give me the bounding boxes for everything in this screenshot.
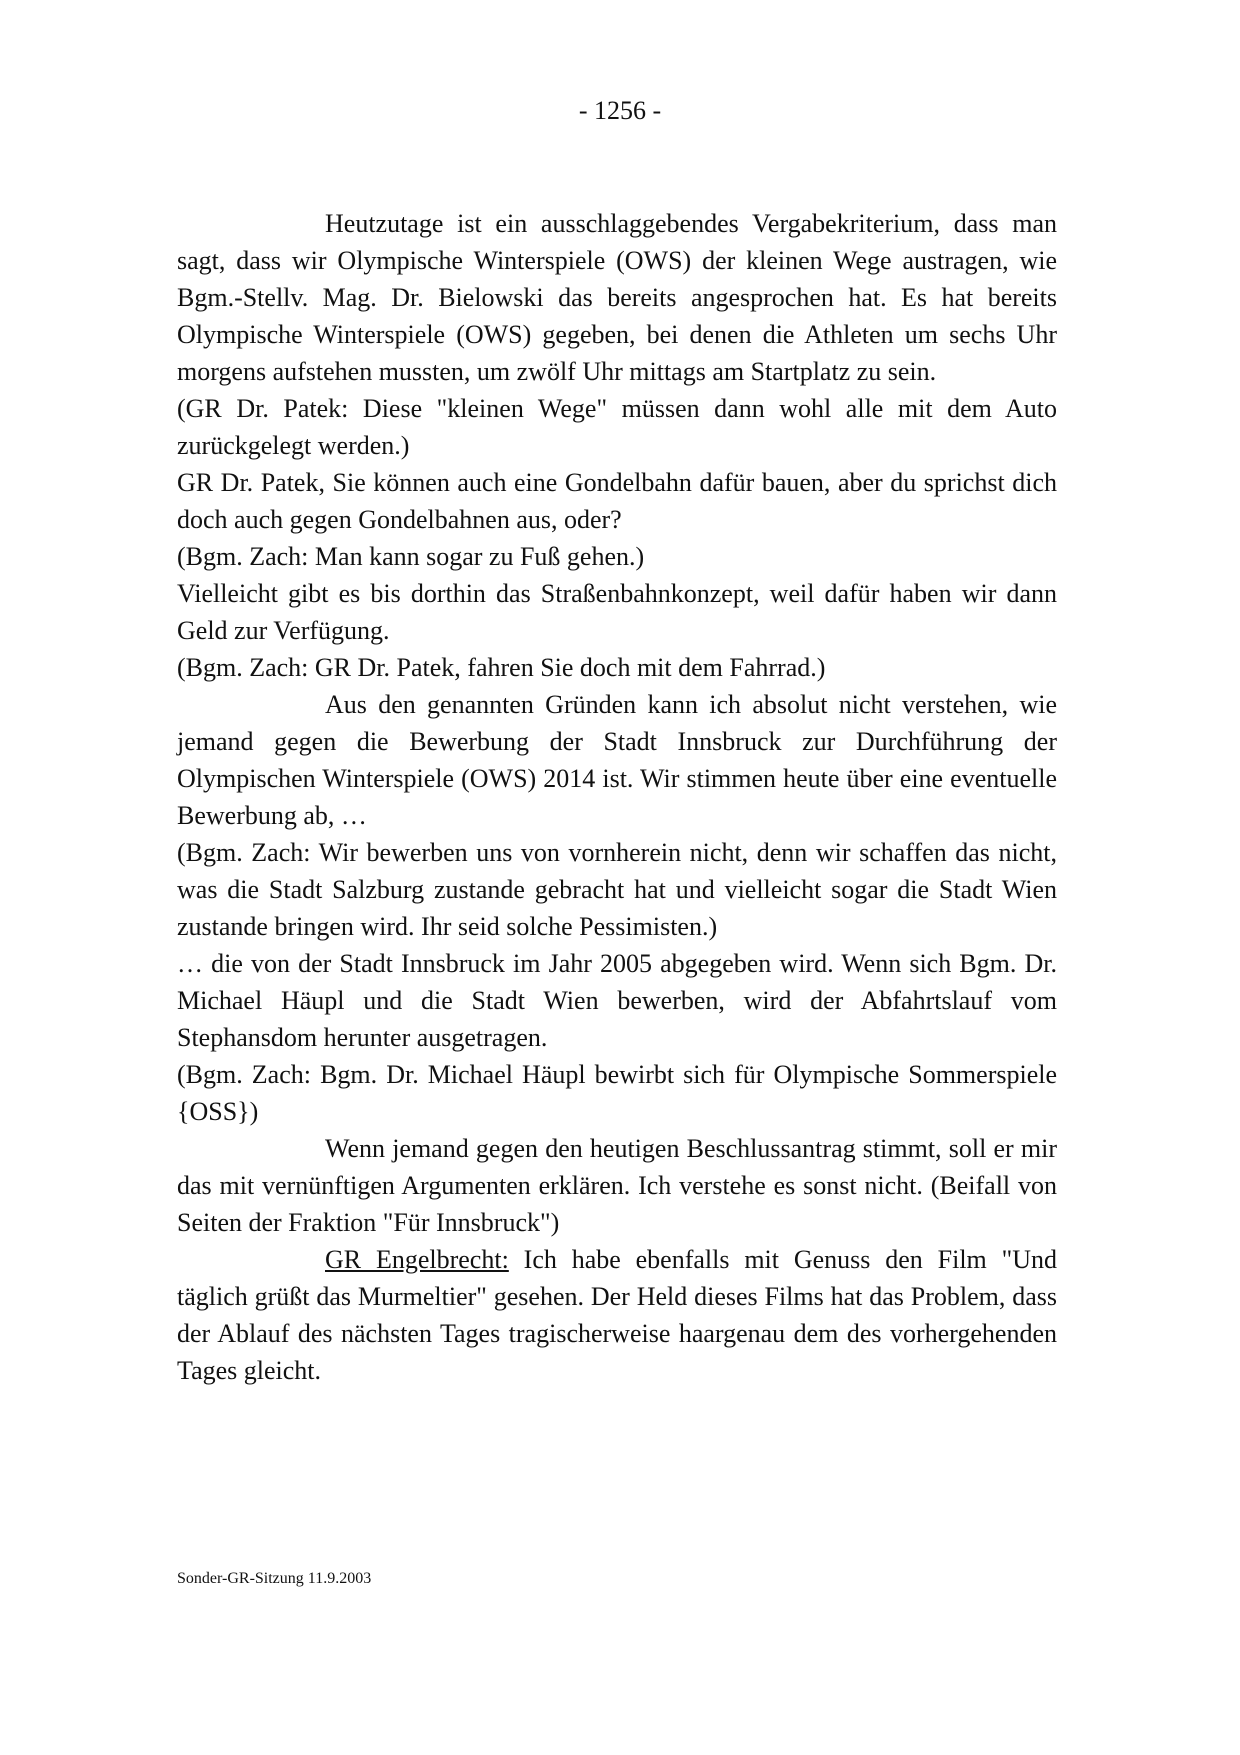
- paragraph: Heutzutage ist ein ausschlaggebendes Vergabekriterium, dass man sagt, dass wir Olympische Winterspiele (OWS) der kleinen Wege austragen, wie Bgm.-Stellv. Mag. Dr. Bielowski das bereits angesprochen hat. Es hat bereits Olympische Winterspiele (OWS) gegeben, bei denen die Athleten um sechs Uhr morgens aufstehen mussten, um zwölf Uhr mittags am Startplatz zu sein.: [177, 209, 1057, 386]
- interjection: (GR Dr. Patek: Diese "kleinen Wege" müssen dann wohl alle mit dem Auto zurückgelegt werden.): [177, 394, 1057, 460]
- paragraph: Aus den genannten Gründen kann ich absolut nicht verstehen, wie jemand gegen die Bewerbung der Stadt Innsbruck zur Durchführung der Olympischen Winterspiele (OWS) 2014 ist. Wir stimmen heute über eine eventuelle Bewerbung ab, …: [177, 690, 1057, 830]
- document-body: [177, 205, 1057, 1389]
- paragraph: Wenn jemand gegen den heutigen Beschlussantrag stimmt, soll er mir das mit vernünftigen Argumenten erklären. Ich verstehe es sonst nicht. (Beifall von Seiten der Fraktion "Für Innsbruck"): [177, 1134, 1057, 1237]
- speaker-paragraph: [177, 1241, 1057, 1389]
- speaker-name: GR Engelbrecht:: [325, 1245, 509, 1274]
- page-number: - 1256 -: [578, 96, 662, 125]
- paragraph: … die von der Stadt Innsbruck im Jahr 2005 abgegeben wird. Wenn sich Bgm. Dr. Michael Häupl und die Stadt Wien bewerben, wird der Abfahrtslauf vom Stephansdom herunter ausgetragen.: [177, 949, 1057, 1052]
- footer: Sonder-GR-Sitzung 11.9.2003: [177, 1570, 372, 1587]
- interjection: (Bgm. Zach: GR Dr. Patek, fahren Sie doch mit dem Fahrrad.): [177, 653, 826, 682]
- speaker-statement: Ich habe ebenfalls mit Genuss den Film "Und täglich grüßt das Murmeltier" gesehen. Der Held dieses Films hat das Problem, dass der Ablauf des nächsten Tages tragischerweise haargenau dem des vorhergehenden Tages gleicht.: [177, 1245, 1058, 1385]
- interjection: (Bgm. Zach: Bgm. Dr. Michael Häupl bewirbt sich für Olympische Sommerspiele {OSS}): [177, 1060, 1057, 1126]
- interjection: (Bgm. Zach: Man kann sogar zu Fuß gehen.): [177, 542, 645, 571]
- interjection: (Bgm. Zach: Wir bewerben uns von vornherein nicht, denn wir schaffen das nicht, was die Stadt Salzburg zustande gebracht hat und vielleicht sogar die Stadt Wien zustande bringen wird. Ihr seid solche Pessimisten.): [177, 838, 1057, 941]
- paragraph: GR Dr. Patek, Sie können auch eine Gondelbahn dafür bauen, aber du sprichst dich doch auch gegen Gondelbahnen aus, oder?: [177, 468, 1057, 534]
- paragraph: Vielleicht gibt es bis dorthin das Straßenbahnkonzept, weil dafür haben wir dann Geld zur Verfügung.: [177, 579, 1057, 645]
